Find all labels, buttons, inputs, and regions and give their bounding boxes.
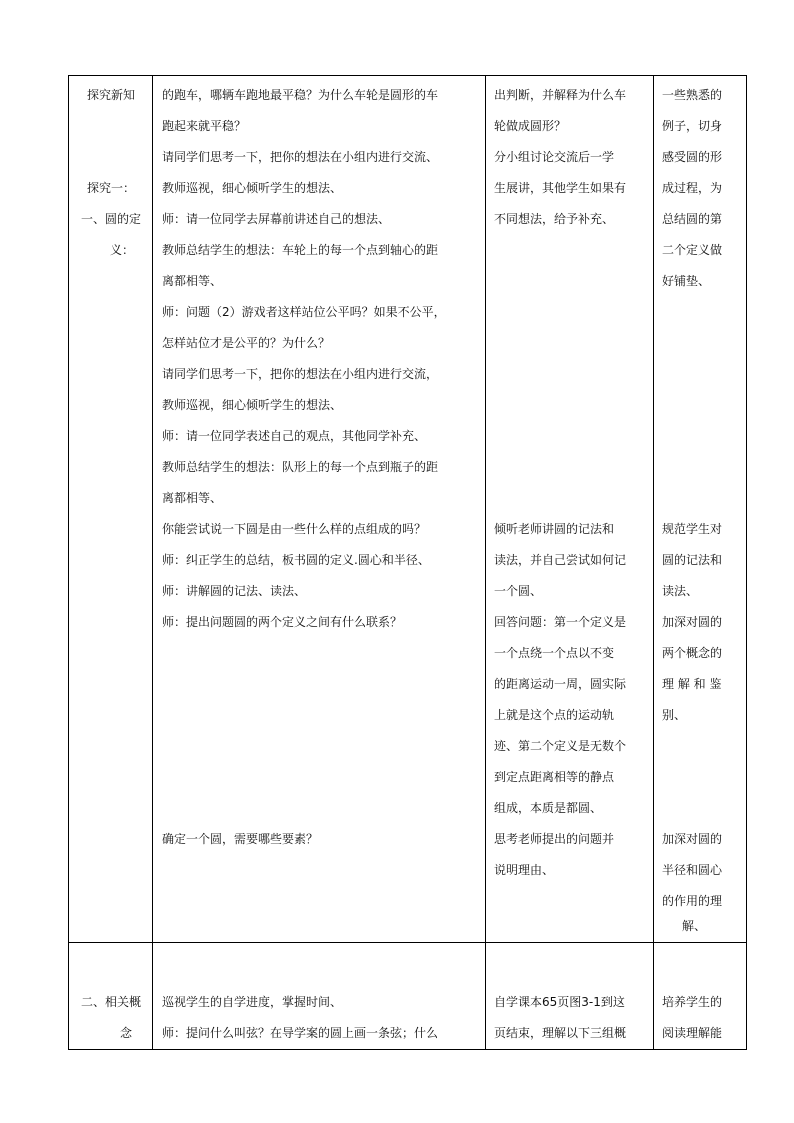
teacher-line: 离都相等、 — [162, 491, 223, 505]
student-line: 的距离运动一周，圆实际 — [494, 677, 627, 691]
intent-line: 培养学生的 — [662, 995, 723, 1009]
teacher-activity-cell — [153, 943, 486, 1050]
intent-line: 解、 — [682, 919, 707, 933]
intent-line: 规范学生对 — [662, 522, 723, 536]
stage-cell — [69, 76, 153, 943]
intent-line: 别、 — [662, 708, 687, 722]
stage-title: 探究新知 — [86, 88, 135, 102]
intent-line: 两个概念的 — [662, 646, 723, 660]
intent-line: 读法、 — [662, 584, 699, 598]
student-line: 倾听老师讲圆的记法和 — [494, 522, 615, 536]
student-line: 回答问题：第一个定义是 — [494, 615, 627, 629]
intent-line: 总结圆的第 — [662, 212, 723, 226]
teacher-activity-cell — [153, 76, 486, 943]
intent-line: 圆的记法和 — [662, 553, 723, 567]
intent-line: 好铺垫、 — [662, 274, 711, 288]
teacher-line: 教师总结学生的想法：车轮上的每一个点到轴心的距 — [162, 243, 439, 257]
teacher-line: 请同学们思考一下，把你的想法在小组内进行交流， — [162, 367, 439, 381]
teacher-line: 师：请一位同学去屏幕前讲述自己的想法、 — [162, 212, 391, 226]
teacher-line: 请同学们思考一下，把你的想法在小组内进行交流、 — [162, 150, 439, 164]
student-line: 分小组讨论交流后一学 — [494, 150, 615, 164]
teacher-line: 师：提问什么叫弦？在导学案的圆上画一条弦；什么 — [162, 1026, 439, 1040]
student-line: 一个圆、 — [494, 584, 543, 598]
intent-line: 感受圆的形 — [662, 150, 723, 164]
teacher-line: 巡视学生的自学进度，掌握时间、 — [162, 995, 343, 1009]
student-line: 说明理由、 — [494, 863, 555, 877]
intent-line: 成过程，为 — [662, 181, 723, 195]
student-line: 页结束，理解以下三组概 — [494, 1026, 627, 1040]
student-activity-cell — [486, 76, 654, 943]
stage-cell — [69, 943, 153, 1050]
student-line: 上就是这个点的运动轨 — [494, 708, 615, 722]
teacher-line: 教师巡视，细心倾听学生的想法、 — [162, 398, 343, 412]
teacher-line: 师：问题（2）游戏者这样站位公平吗？如果不公平， — [162, 305, 446, 319]
stage-section-line1: 二、相关概 — [80, 995, 141, 1009]
stage-subtitle: 探究一： — [86, 181, 135, 195]
teacher-line: 确定一个圆，需要哪些要素？ — [162, 832, 319, 846]
teacher-line: 师：纠正学生的总结，板书圆的定义.圆心和半径、 — [162, 553, 430, 567]
student-line: 读法，并自己尝试如何记 — [494, 553, 627, 567]
intent-line: 一些熟悉的 — [662, 88, 723, 102]
student-line: 轮做成圆形？ — [494, 119, 567, 133]
table-row — [69, 943, 747, 1050]
teacher-line: 师：请一位同学表述自己的观点，其他同学补充、 — [162, 429, 427, 443]
teacher-line: 教师巡视，细心倾听学生的想法、 — [162, 181, 343, 195]
stage-section-line2: 念 — [119, 1026, 132, 1040]
lesson-plan-table — [68, 75, 747, 1050]
teacher-line: 教师总结学生的想法：队形上的每一个点到瓶子的距 — [162, 460, 439, 474]
intent-line: 加深对圆的 — [662, 832, 723, 846]
student-line: 一个点绕一个点以不变 — [494, 646, 615, 660]
stage-section-line1: 一、圆的定 — [80, 212, 141, 226]
intent-line: 二个定义做 — [662, 243, 723, 257]
teacher-line: 怎样站位才是公平的？为什么？ — [162, 336, 331, 350]
intent-line: 理 解 和 鉴 — [662, 677, 722, 691]
teacher-line: 的跑车，哪辆车跑地最平稳？为什么车轮是圆形的车 — [162, 88, 439, 102]
student-activity-cell — [486, 943, 654, 1050]
student-line: 组成，本质是都圆、 — [494, 801, 603, 815]
student-line: 到定点距离相等的静点 — [494, 770, 615, 784]
table-row — [69, 76, 747, 943]
student-line: 思考老师提出的问题并 — [494, 832, 615, 846]
student-line: 出判断，并解释为什么车 — [494, 88, 627, 102]
student-line: 自学课本65页图3-1到这 — [494, 995, 625, 1009]
student-line: 生展讲，其他学生如果有 — [494, 181, 627, 195]
intent-line: 的作用的理 — [662, 894, 723, 908]
intent-line: 加深对圆的 — [662, 615, 723, 629]
design-intent-cell — [654, 76, 747, 943]
design-intent-cell — [654, 943, 747, 1050]
intent-line: 半径和圆心 — [662, 863, 723, 877]
teacher-line: 跑起来就平稳？ — [162, 119, 247, 133]
teacher-line: 师：提出问题圆的两个定义之间有什么联系？ — [162, 615, 403, 629]
intent-line: 例子，切身 — [662, 119, 723, 133]
student-line: 迹、第二个定义是无数个 — [494, 739, 627, 753]
teacher-line: 离都相等、 — [162, 274, 223, 288]
stage-section-line2: 义： — [109, 243, 134, 257]
intent-line: 阅读理解能 — [662, 1026, 723, 1040]
teacher-line: 师：讲解圆的记法、读法、 — [162, 584, 307, 598]
teacher-line: 你能尝试说一下圆是由一些什么样的点组成的吗？ — [162, 522, 427, 536]
student-line: 不同想法，给予补充、 — [494, 212, 615, 226]
